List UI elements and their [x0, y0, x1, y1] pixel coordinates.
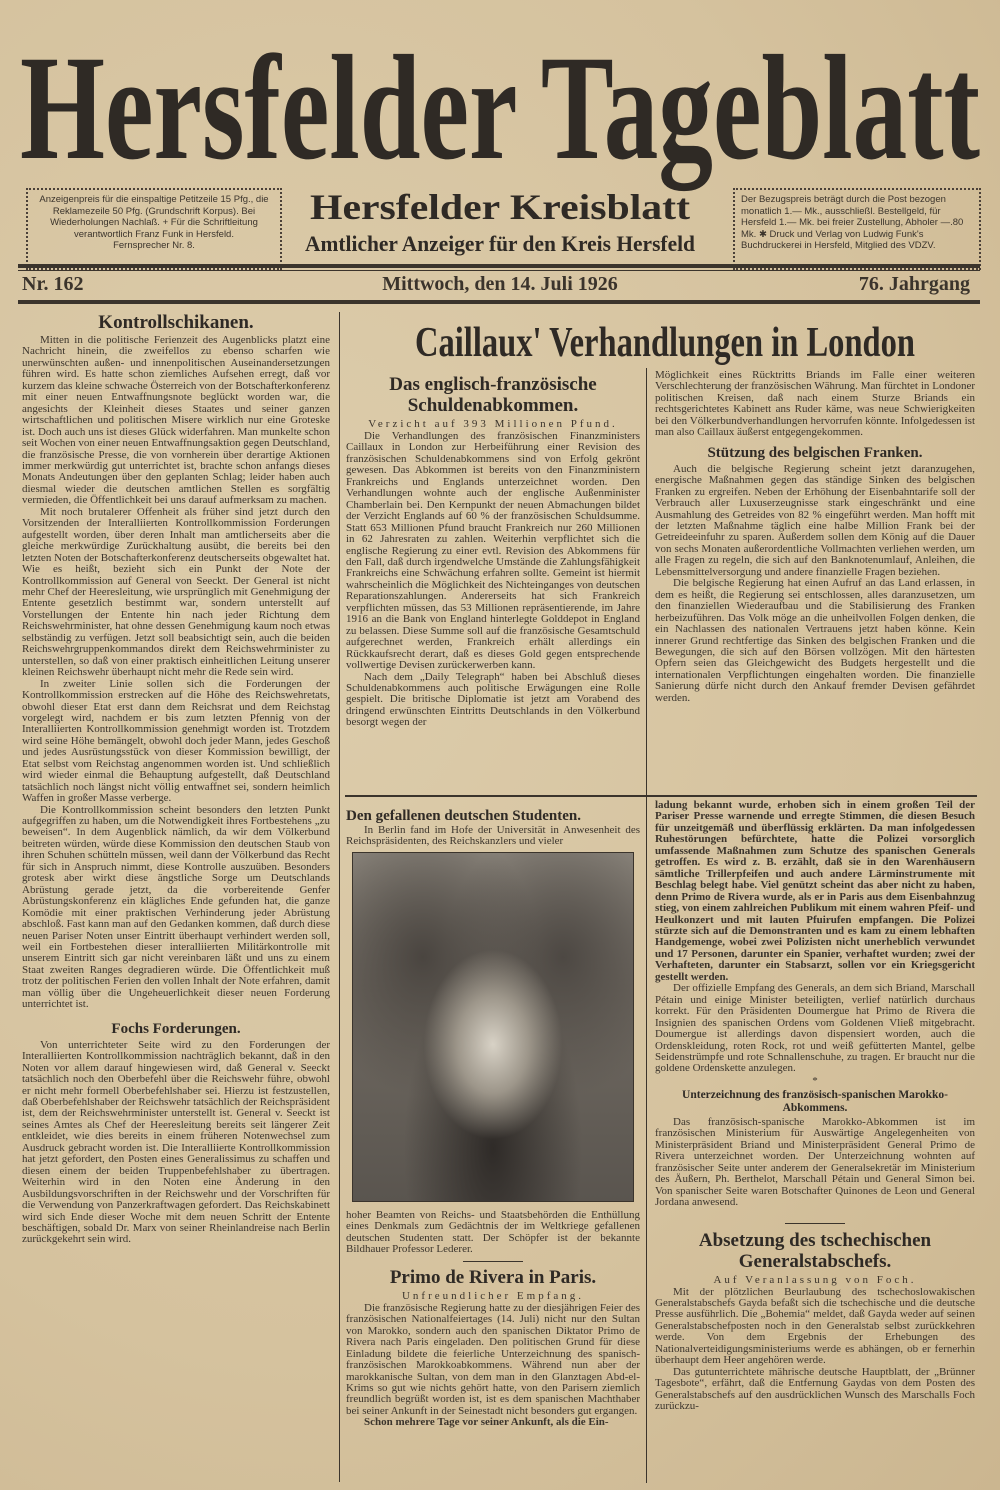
- section-separator: *: [812, 1074, 818, 1087]
- column-divider: [646, 368, 647, 1483]
- article-paragraph: Schon mehrere Tage vor seiner Ankunft, als die Ein-: [364, 1416, 609, 1429]
- photo-caption: hoher Beamten von Reichs- und Staatsbehörden die Enthüllung eines Denkmals zum Gedächtnis der im Weltkriege gefallenen deutschen Studenten statt. Der Schöpfer ist der bekannte Bildhauer Professor Lederer.: [346, 1209, 640, 1256]
- masthead-rule: [18, 264, 980, 268]
- article-title: Unterzeichnung des französisch-spanischen Marokko-Abkommens.: [682, 1088, 948, 1114]
- date-rule: [18, 300, 980, 304]
- tagline: Amtlicher Anzeiger für den Kreis Hersfeld: [305, 231, 695, 256]
- article-paragraph: Der offizielle Empfang des Generals, an dem sich Briand, Marschall Pétain und einige Minister beteiligten, verlief natürlich durchaus korrekt. Für den Präsidenten Doumergue hat Primo de Rivera die Insignien des spanischen Ordens vom Goldenen Vließ mitgebracht. Doumergue ist allerdings davon dispensiert worden, auch die Ordenskleidung, roten Rock, rot und weiß gefütterten Mantel, gelbe Seidenstrümpfe und rote Schnallenschuhe, zu tragen. Er braucht nur die goldene Ordenskette anzulegen.: [655, 982, 975, 1075]
- article-paragraph: In Berlin fand im Hofe der Universität in Anwesenheit des Reichspräsidenten, des Reichskanzlers und vieler: [346, 824, 640, 848]
- divider: [463, 1261, 523, 1262]
- newspaper-subtitle-block: [305, 185, 695, 260]
- svg-text:Hersfelder Tageblatt: Hersfelder Tageblatt: [20, 25, 981, 191]
- subtitle: Hersfelder Kreisblatt: [310, 187, 691, 227]
- advertising-rates-box: [26, 188, 282, 270]
- article-paragraph: Nach dem „Daily Telegraph“ haben bei Abschluß dieses Schuldenabkommens auch politische Erwägungen eine Rolle gespielt. Die britische Diplomatie ist jetzt am Vorabend des dringend erwünschten Eintritts Deutschlands in den Völkerbund besorgt wegen der: [346, 670, 640, 729]
- article-paragraph: Die Verhandlungen des französischen Finanzministers Caillaux in London zur Herbeiführung einer Revision des französischen Schuldenabkommens sind von Erfolg gekrönt gewesen. Das Abkommen ist bereits von den Finanzministern Frankreichs und Englands unterzeichnet worden. Den Verhandlungen wohnte auch der englische Außenminister Chamberlain bei. Den Kernpunkt der neuen Abmachungen bildet der Verzicht Englands auf 60 % der französischen Schuldsumme. Statt 653 Millionen Pfund braucht Frankreich nur 260 Millionen in 62 Jahresraten zu zahlen. Weiterhin verpflichtet sich die englische Regierung zu einer evtl. Revision des Abkommens für den Fall, daß durch irgendwelche Umstände die Zahlungsfähigkeit Frankreichs eine Schwächung erfahren sollte. Gemeint ist hiermit wahrscheinlich die Möglichkeit des Nichteinganges von deutschen Reparationszahlungen. Andererseits hat sich Frankreich verpflichten müssen, das 53 Millionen repräsentierende, im Jahre 1916 an die Bank von England hinterlegte Golddepot in England zu belassen. Diese Summe soll auf die französische Gesamtschuld aufgerechnet werden, Frankreich erhält allerdings ein Rückkaufsrecht derart, daß es dieses Gold gegen entsprechende vollwertige Devisen zurückerwerben kann.: [346, 430, 640, 672]
- article-paragraph: In zweiter Linie sollen sich die Forderungen der Kontrollkommission erstrecken auf die Höhe des Reichswehretats, obwohl dieser Etat erst dann dem Reichsrat und dem Reichstag vorgelegt wird, nachdem er bis zum letzten Pfennig von der Interalliierten Kontrollkommission genehmigt worden ist. Trotzdem wird seine Höhe bemängelt, obwohl doch jeder Mann, jedes Geschoß und jedes Ausrüstungsstück von dieser Kommission bewilligt, der Etat selbst vom Reichstag angenommen worden ist. Und schließlich wird wieder einmal die Behauptung aufgestellt, daß Deutschland tatsächlich noch längst nicht völlig entwaffnet sei, sondern heimlich Waffen in großer Masse verberge.: [22, 677, 330, 805]
- article-subtitle: Unfreundlicher Empfang.: [401, 1289, 584, 1302]
- article-title: Absetzung des tschechischen Generalstabschefs.: [698, 1229, 932, 1272]
- left-column: [22, 310, 330, 1485]
- right-lower-column: [655, 800, 975, 1485]
- issue-number: Nr. 162: [22, 273, 84, 295]
- article-paragraph: Das französisch-spanische Marokko-Abkommen ist im französischen Ministerium für Auswärtige Angelegenheiten von Ministerpräsident Briand und Ministerpräsident General Primo de Rivera unterzeichnet worden. Der Unterzeichnung wohnten auf französischer Seite unter anderem der Generalsekretär im Ministerium des Äußern, Ph. Berthelot, Marschall Pétain und General Simon bei. Von spanischer Seite waren Botschafter Quinones de Leon und General Jordana anwesend.: [655, 1115, 975, 1209]
- column-divider: [339, 312, 340, 1482]
- article-subtitle: Auf Veranlassung von Foch.: [713, 1273, 917, 1286]
- article-title: Fochs Forderungen.: [111, 1020, 241, 1037]
- volume-number: 76. Jahrgang: [858, 273, 970, 295]
- memorial-photo: [352, 852, 634, 1202]
- article-title: Stützung des belgischen Franken.: [707, 444, 923, 461]
- article-paragraph: Mitten in die politische Ferienzeit des Augenblicks platzt eine Nachricht hinein, die zweifellos zu ebenso scharfen wie unerwünschten außen- und innenpolitischen Auseinandersetzungen führen wird. Es hatte schon ziemliches Aufsehen erregt, daß vor kurzem das kleine schwache Österreich von der Botschafterkonferenz mit einer neuen Entwaffnungsnote beglückt worden war, die angesichts der Kleinheit dieses Staates und seiner ganzen wirtschaftlichen und politischen Misere wirklich nur eine Groteske ist. Doch auch uns ist dieses Glück widerfahren. Man munkelte schon seit Wochen von einer neuen Entwaffnungsaktion gegen Deutschland, die französische Presse, die von vornherein über derartige Aktionen immer merkwürdig gut unterrichtet ist, brachte schon anfangs dieses Monats Andeutungen über den geplanten Schlag; leider haben auch diesmal wieder die deutschen amtlichen Stellen es sorgfältig vermieden, die Öffentlichkeit bei uns darauf aufmerksam zu machen.: [22, 334, 330, 507]
- article-paragraph: Mit noch brutalerer Offenheit als früher sind jetzt durch den Vorsitzenden der Interalliierten Kontrollkommission Forderungen aufgestellt worden, über deren Inhalt man amtlicherseits aber die gleiche merkwürdige Zurückhaltung ausübt, die bereits bei den letzten Noten der Botschafterkonferenz deutscherseits obgewaltet hat. Wie es heißt, bezieht sich ein Punkt der Note der Kontrollkommission auf General von Seeckt. Der General ist nicht mehr Chef der Heeresleitung, wie ursprünglich mit Genehmigung der Entente gesetzlich bestimmt war, sondern unterstellt auf Vorstellungen der Entente hin nach jeder Richtung dem Reichswehrminister, hat ohne dessen Genehmigung kaum noch etwas selbständig zu verfügen. Jetzt soll beabsichtigt sein, auch die beiden Reichswehrgruppenkommandos direkt dem Reichswehrminister zu unterstellen, so daß von einer praktisch einheitlichen Leitung unserer kleinen Reichswehr überhaupt nicht mehr die Rede sein wird.: [22, 505, 330, 679]
- article-paragraph: Das gutunterrichtete mährische deutsche Hauptblatt, der „Brünner Tagesbote“, erfährt, daß die Entfernung Gaydas von dem Posten des Generalstabschefs auf den ausdrücklichen Wunsch des Marschalls Foch zurückzu-: [655, 1365, 975, 1413]
- newspaper-title: [15, 18, 985, 191]
- article-title: Primo de Rivera in Paris.: [389, 1266, 597, 1288]
- article-continuation: ladung bekannt wurde, erhoben sich in einem großen Teil der Pariser Presse warnende und erregte Stimmen, die diesen Besuch für unzeitgemäß und überflüssig erklärten. Da man infolgedessen Ruhestörungen befürchtete, hatte die Polizei vorsorglich umfassende Maßnahmen zum Schutze des spanischen Generals getroffen. Es wird z. B. erzählt, daß sie in den Warenhäusern sämtliche Trillerpfeifen und auch andere Lärminstrumente mit Beschlag belegt habe. Viel genützt scheint das aber nicht zu haben, denn Primo de Rivera wurde, als er in Paris aus dem Eisenbahnzug stieg, von einem zahlreichen Publikum mit einem wahren Pfeif- und Heulkonzert und mit lauten Pfuirufen empfangen. Die Polizei stürzte sich auf die Demonstranten und es kam zu einem lebhaften Handgemenge, wobei zwei Polizisten nicht unerheblich verwundet und 17 Personen, darunter ein Spanier, verhaftet wurden; zwei der Verhafteten, darunter ein Stabsarzt, sollen vor ein Kriegsgericht gestellt werden.: [655, 799, 975, 983]
- divider: [785, 1223, 845, 1224]
- advertising-rates-text: Anzeigenpreis für die einspaltige Petitzeile 15 Pfg., die Reklamezeile 50 Pfg. (Grundschrift Korpus). Bei Wiederholungen Nachlaß. + Für die Schriftleitung verantwortlich Franz Funk in Hersfeld.: [39, 194, 269, 240]
- article-continuation: Möglichkeit eines Rücktritts Briands im Falle einer weiteren Verschlechterung der französischen Währung. Man fürchtet in Londoner politischen Kreisen, daß nach einem Sturze Briands ein rechtsgerichtetes Kabinett ans Ruder käme, was neue Schwierigkeiten bei den Völkerbundverhandlungen hervorrufen könnte. Infolgedessen ist man also Caillaux äußerst entgegengekommen.: [655, 369, 975, 439]
- masthead-rule-thin: [18, 270, 980, 271]
- issue-date: Mittwoch, den 14. Juli 1926: [382, 273, 618, 295]
- studenten-article: [346, 808, 640, 856]
- svg-text:Caillaux' Verhandlungen in Lon: Caillaux' Verhandlungen in London: [415, 320, 915, 366]
- primo-article: [346, 1210, 640, 1485]
- article-paragraph: Auch die belgische Regierung scheint jetzt daranzugehen, energische Maßnahmen gegen das ständige Sinken des belgischen Franken zu ergreifen. Neben der Erhöhung der Eisenbahntarife soll der Verbrauch aller Luxuserzeugnisse stark eingeschränkt und eine Ausmahlung des Getreides von 82 % eingeführt werden. Man hofft mit der letzten Maßnahme täglich eine halbe Million Frank bei der Getreideeinfuhr zu sparen. Außerdem sollen dem König auf die Dauer von sechs Monaten außerordentliche Vollmachten verliehen werden, um alle Fragen zu regeln, die sich auf den Banknotenumlauf, Anleihen, die Lebensmittelversorgung und andere finanzielle Fragen beziehen.: [655, 462, 975, 578]
- article-title: Den gefallenen deutschen Studenten.: [346, 808, 582, 824]
- section-rule: [345, 795, 977, 797]
- article-paragraph: Die französische Regierung hatte zu der diesjährigen Feier des französischen Nationalfeiertages (14. Juli) nicht nur den Sultan von Marokko, sondern auch den spanischen Diktator Primo de Rivera nach Paris eingeladen. Den politischen Grund für diese Einladung bildete die feierliche Unterzeichnung des spanisch-französischen Marokkoabkommens. Während nun aber der marokkanische Sultan, von dem man in den Glanztagen Abd-el-Krims so gut wie nichts gehört hatte, von den Parisern ziemlich freundlich begrüßt worden ist, ist es dem spanischen Machthaber bei seiner Ankunft in der Seinestadt nicht besonders gut ergangen.: [346, 1301, 640, 1417]
- article-title: Kontrollschikanen.: [98, 312, 254, 333]
- phone-number: Fernsprecher Nr. 8.: [113, 240, 195, 251]
- article-title: Das englisch-französische Schuldenabkommen.: [389, 374, 597, 416]
- main-headline: [350, 312, 975, 368]
- article-paragraph: Die belgische Regierung hat einen Aufruf an das Land erlassen, in dem es heißt, die Regierung sei entschlossen, alles daranzusetzen, um den finanziellen Wiederaufbau und die Stabilisierung des Franken herbeizuführen. Das Volk möge an die unheilvollen Folgen denken, die ein Nachlassen des nationalen Vertrauens jetzt haben könne. Kein innerer Grund rechtfertige das Sinken des belgischen Franken und die Bewegungen, die sich auf den Börsen vollzögen. Mit den härtesten Opfern seien das Gleichgewicht des Budgets hergestellt und die internationalen Verpflichtungen eingehalten worden. Die finanzielle Sanierung dürfe nicht durch den Ankauf fremder Devisen gefährdet werden.: [655, 577, 975, 704]
- subscription-text: Der Bezugspreis beträgt durch die Post bezogen monatlich 1.— Mk., ausschließl. Bestellgeld, für Hersfeld 1.— Mk. bei freier Zustellung, Abholer —.80 Mk. ✱ Druck und Verlag von Ludwig Funk's Buchdruckerei in Hersfeld, Mitglied des VDZV.: [741, 194, 964, 251]
- article-paragraph: Von unterrichteter Seite wird zu den Forderungen der Interalliierten Kontrollkommission nachträglich bekannt, daß in den Noten vor allem darauf hingewiesen wird, daß General v. Seeckt tatsächlich noch den Oberbefehl über die Reichswehr führe, obwohl er nicht mehr formell Oberbefehlshaber sei. Hierzu ist festzustellen, daß Oberbefehlshaber der Reichswehr tatsächlich der Reichspräsident ist, dem der Reichswehrminister unterstellt ist. General v. Seeckt ist seines Amtes als Chef der Heeresleitung bereits seit längerer Zeit entkleidet, wie dies bereits in einem früheren Notenwechsel zum Ausdruck gebracht worden ist. Die Interalliierte Kontrollkommission hat jetzt gefordert, den Posten eines Generalissimus zu schaffen und diesen einem der beiden Truppenbefehlshaber zu übertragen. Weiterhin wird in den Noten eine Änderung in den Ausbildungsvorschriften in der Reichswehr und der Vorschriften für die Verwendung von Panzerkraftwagen gefordert. Das Reichskabinett wird sich Ende dieser Woche mit dem neuen Schritt der Entente beschäftigen, sobald Dr. Marx von seiner Rheinlandreise nach Berlin zurückgekehrt sein wird.: [22, 1038, 330, 1246]
- right-top-column: [655, 370, 975, 792]
- article-paragraph: Die Kontrollkommission scheint besonders den letzten Punkt aufgegriffen zu haben, um die Notwendigkeit ihres Fortbestehens „zu beweisen“. In dem Augenblick nämlich, da wir dem Völkerbund beitreten würden, würde diese Kommission den deutschen Staub von ihren Schuhen schütteln müssen, weil dann der Völkerbund das Recht für sich in Anspruch nimmt, diese Kontrolle auszuüben. Besonders grotesk aber wirkt diese ängstliche Sorge um Deutschlands Abrüstung gerade jetzt, da die vorbereitende Genfer Abrüstungskonferenz ein klägliches Ende gefunden hat, die ganze Komödie mit einer praktischen Verhinderung jeder Abrüstung abschloß. Fast kann man auf den Gedanken kommen, daß durch diese neuen Pariser Noten unser Eintritt überhaupt verhindert werden soll, weil ein Fortbestehen dieser interalliierten Militärkontrolle mit unserem Eintritt sich gar nicht vereinbaren läßt und uns zu einem Staat zweiten Ranges degradieren würde. Die Öffentlichkeit muß trotz der politischen Ferien den vollen Inhalt der Note erfahren, damit man völlig über die Ungeheuerlichkeit dieser neuen Forderung unterrichtet ist.: [22, 803, 330, 1011]
- schulden-article: [346, 372, 640, 792]
- article-subtitle: Verzicht auf 393 Millionen Pfund.: [368, 418, 618, 430]
- subscription-box: [733, 188, 981, 270]
- article-paragraph: Mit der plötzlichen Beurlaubung des tschechoslowakischen Generalstabschefs Gayda befaßt sich die tschechische und die deutsche Presse ausführlich. Die „Bohemia“ meldet, daß Gayda weder auf seinen Generalstabschefposten noch in den Generalstab selbst zurückkehren werde. Von dem Ergebnis der Erhebungen des Nationalverteidigungsministeriums werde es abhängen, ob er fernerhin überhaupt dem Heer angehören werde.: [655, 1285, 975, 1367]
